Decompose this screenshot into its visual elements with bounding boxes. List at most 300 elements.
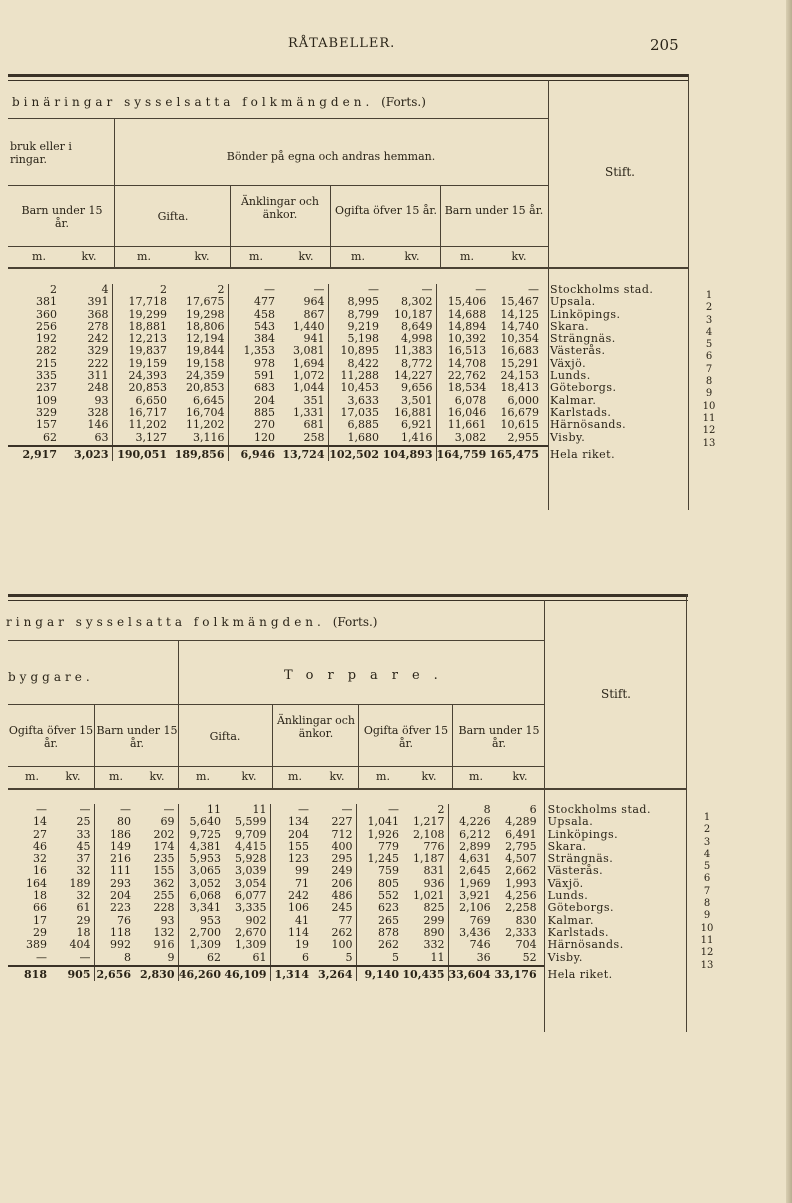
table-cell: 3,335	[235, 901, 267, 915]
table-cell: 14,894	[436, 321, 489, 333]
table-cell: 237	[36, 381, 57, 395]
table-cell: 4,289	[505, 815, 537, 829]
table-cell: 3,341	[178, 902, 224, 914]
bottom-sub-m: m.	[109, 770, 123, 783]
table-cell: 311	[87, 369, 109, 383]
table-cell: 295	[331, 852, 353, 866]
table-cell: 8,422	[328, 358, 382, 370]
row-number: 10	[702, 400, 716, 412]
table-cell: 867	[303, 307, 325, 321]
table-cell: 164	[26, 876, 47, 890]
table-cell: 6,212	[448, 829, 494, 841]
table-cell: 805	[356, 878, 402, 890]
bottom-sub-m: m.	[25, 770, 39, 783]
table-cell: 2,795	[505, 839, 537, 853]
table-cell: 1,217	[413, 815, 445, 829]
table-cell: 32	[76, 889, 91, 903]
table-cell: 189,856	[174, 447, 225, 461]
table-cell: 704	[515, 938, 537, 952]
table-cell: 262	[356, 939, 402, 951]
row-number: 6	[703, 873, 711, 885]
row-number: 12	[700, 947, 714, 959]
table-cell: 1,072	[293, 369, 325, 383]
bottom-sub-kv: kv.	[149, 770, 165, 783]
table-cell: 16,683	[500, 344, 540, 358]
top-data-table	[10, 284, 682, 461]
table-cell: 5	[345, 950, 353, 964]
top-col-header-3: Ogifta öfver 15 år.	[335, 204, 437, 217]
table-cell: 16	[33, 864, 47, 878]
stift-name: Hela riket.	[550, 447, 616, 461]
table-row	[10, 419, 682, 431]
bottom-stift-header: Stift.	[601, 687, 631, 701]
table-cell: 62	[178, 952, 224, 964]
table-cell: 890	[423, 925, 445, 939]
table-cell: 61	[76, 901, 91, 915]
table-cell: —	[328, 284, 382, 296]
table-cell: 8,302	[401, 295, 433, 309]
table-cell: 335	[36, 369, 57, 383]
row-number: 3	[705, 314, 713, 326]
stift-name: Härnösands.	[550, 418, 627, 432]
bottom-sub-m: m.	[469, 770, 483, 783]
table-cell: 8,995	[328, 296, 382, 308]
table-cell: 11,661	[436, 419, 489, 431]
table-cell: 206	[331, 876, 353, 890]
stift-name: Strängnäs.	[550, 332, 616, 346]
table-cell: 22,762	[436, 370, 489, 382]
table-cell: 14,708	[436, 358, 489, 370]
table-cell: 591	[228, 370, 278, 382]
table-cell: 155	[270, 841, 312, 853]
table-cell: 32	[76, 864, 91, 878]
stift-name: Göteborgs.	[547, 901, 615, 915]
table-cell: 99	[270, 865, 312, 877]
top-group-main: Bönder på egna och andras hemman.	[226, 150, 436, 163]
table-cell: 3,116	[193, 430, 225, 444]
row-number: 7	[703, 885, 711, 897]
table-cell: 992	[94, 939, 134, 951]
table-cell: 10,453	[328, 382, 382, 394]
stift-name: Västerås.	[547, 864, 604, 878]
table-cell: 104,893	[382, 447, 433, 461]
table-cell: 2,645	[448, 865, 494, 877]
table-cell: 293	[94, 878, 134, 890]
table-cell: 27	[33, 827, 47, 841]
table-cell: —	[79, 803, 91, 816]
table-cell: 120	[228, 432, 278, 444]
table-cell: 24,153	[500, 369, 540, 383]
table-cell: 978	[228, 358, 278, 370]
table-cell: 4,256	[505, 889, 537, 903]
stift-name: Göteborgs.	[550, 381, 617, 395]
table-row	[8, 939, 670, 951]
row-number: 1	[705, 290, 713, 301]
table-cell: 3,501	[401, 393, 433, 407]
table-cell: 18	[33, 889, 47, 903]
table-cell: 4,631	[448, 853, 494, 865]
table-cell: 5,599	[235, 815, 267, 829]
table-cell: 8,772	[401, 356, 433, 370]
table-cell: 683	[228, 382, 278, 394]
bottom-sub-kv: kv.	[241, 770, 257, 783]
table-cell: 17,675	[186, 295, 225, 309]
table-cell: 29	[33, 925, 47, 939]
table-cell: —	[79, 950, 91, 964]
table-cell: 769	[448, 915, 494, 927]
table-cell: 1,314	[270, 964, 312, 981]
page-edge	[786, 0, 792, 1203]
table-cell: 5	[356, 952, 402, 964]
top-sub-kv: kv.	[511, 250, 527, 263]
table-cell: —	[228, 284, 278, 296]
table-cell: 25	[76, 815, 91, 829]
table-cell: 6,946	[228, 444, 278, 461]
table-cell: 2	[217, 283, 225, 296]
table-cell: 11	[178, 804, 224, 816]
row-number: 9	[705, 388, 713, 400]
table-cell: 3,052	[178, 878, 224, 890]
table-cell: 10,187	[394, 307, 433, 321]
table-cell: 2	[112, 284, 170, 296]
row-number: 6	[705, 351, 713, 363]
table-cell: 1,993	[505, 876, 537, 890]
table-cell: 186	[94, 829, 134, 841]
table-cell: 6,491	[505, 827, 537, 841]
table-cell: 14,688	[436, 309, 489, 321]
stift-name: Västerås.	[550, 344, 606, 358]
table-cell: 5,198	[328, 333, 382, 345]
table-cell: 384	[228, 333, 278, 345]
row-number: 9	[703, 910, 711, 922]
table-cell: 3,065	[178, 865, 224, 877]
table-cell: 13,724	[282, 447, 325, 461]
table-cell: 389	[26, 938, 47, 952]
table-cell: 623	[356, 902, 402, 914]
table-cell: 299	[423, 913, 445, 927]
table-cell: 4,507	[505, 852, 537, 866]
table-cell: 1,969	[448, 878, 494, 890]
table-cell: 543	[228, 321, 278, 333]
table-cell: 3,633	[328, 395, 382, 407]
table-cell: 52	[522, 950, 537, 964]
table-cell: 776	[423, 839, 445, 853]
table-cell: —	[421, 283, 433, 296]
table-cell: 6	[529, 803, 537, 816]
stift-name: Linköpings.	[550, 307, 621, 321]
table-cell: 227	[331, 815, 353, 829]
table-cell: 916	[153, 938, 175, 952]
table-cell: 8,799	[328, 309, 382, 321]
bottom-row-numbers	[700, 812, 714, 972]
table-cell: 32	[33, 852, 47, 866]
bottom-col-header-5: Barn under 15 år.	[458, 724, 540, 750]
top-sub-kv: kv.	[194, 250, 210, 263]
table-cell: 235	[153, 852, 175, 866]
table-cell: 6,068	[178, 890, 224, 902]
bottom-caption: ringar sysselsatta folkmängden. (Forts.)	[6, 615, 378, 629]
top-col-header-4: Barn under 15 år.	[444, 204, 544, 217]
table-cell: 17	[33, 913, 47, 927]
stift-name: Härnösands.	[547, 938, 624, 952]
table-cell: 63	[94, 430, 109, 444]
table-cell: —	[94, 804, 134, 816]
table-cell: 5,928	[235, 852, 267, 866]
table-cell: 204	[270, 829, 312, 841]
bottom-group-left: byggare.	[8, 670, 94, 684]
table-cell: 2,670	[235, 925, 267, 939]
table-cell: 878	[356, 927, 402, 939]
table-cell: 1,331	[293, 405, 325, 419]
table-cell: 114	[270, 927, 312, 939]
table-cell: 3,264	[318, 967, 353, 981]
table-cell: 3,023	[74, 447, 109, 461]
table-cell: 33	[76, 827, 91, 841]
table-cell: 8,649	[401, 319, 433, 333]
table-cell: 14	[33, 815, 47, 829]
table-cell: 2,955	[507, 430, 540, 444]
bottom-group-main: Torpare.	[284, 668, 452, 683]
table-cell: 19,158	[186, 356, 225, 370]
table-cell: 400	[331, 839, 353, 853]
page-number: 205	[650, 36, 679, 54]
stift-name: Karlstads.	[550, 405, 612, 419]
table-cell: 256	[36, 319, 57, 333]
top-rule-thick	[8, 74, 688, 77]
table-cell: 102,502	[328, 444, 382, 461]
table-cell: 11,202	[186, 418, 225, 432]
table-cell: 362	[153, 876, 175, 890]
stift-name: Stockholms stad.	[550, 283, 654, 296]
table-cell: 902	[245, 913, 267, 927]
table-cell: 11,383	[394, 344, 433, 358]
table-row	[10, 345, 682, 357]
table-cell: 1,041	[356, 816, 402, 828]
table-cell: 80	[94, 816, 134, 828]
table-cell: 118	[94, 927, 134, 939]
row-number: 3	[703, 836, 711, 848]
stift-name: Växjö.	[547, 876, 584, 890]
table-cell: 278	[87, 319, 109, 333]
table-cell: 69	[160, 815, 175, 829]
table-cell: 12,194	[186, 332, 225, 346]
table-cell: 18,806	[186, 319, 225, 333]
stift-name: Upsala.	[550, 295, 596, 309]
table-cell: 2,106	[448, 902, 494, 914]
table-cell: 36	[448, 952, 494, 964]
table-cell: 779	[356, 841, 402, 853]
table-cell: 33,604	[448, 964, 494, 981]
top-sub-kv: kv.	[404, 250, 420, 263]
running-head-title: RÅTABELLER.	[288, 36, 396, 51]
table-cell: 9,140	[356, 964, 402, 981]
stift-name: Lunds.	[550, 369, 591, 383]
table-cell: 19,844	[186, 344, 225, 358]
table-cell: 6,921	[401, 418, 433, 432]
table-cell: 1,309	[178, 939, 224, 951]
table-cell: 106	[270, 902, 312, 914]
row-number: 2	[703, 824, 711, 836]
table-cell: 18,881	[112, 321, 170, 333]
table-cell: 3,436	[448, 927, 494, 939]
top-caption: binäringar sysselsatta folkmängden. (Forts.)	[12, 95, 426, 109]
table-row	[8, 952, 670, 964]
table-cell: 192	[36, 332, 57, 346]
table-cell: 19,299	[112, 309, 170, 321]
table-cell: 222	[87, 356, 109, 370]
table-cell: 228	[153, 901, 175, 915]
table-cell: 329	[36, 405, 57, 419]
table-cell: —	[36, 950, 47, 964]
top-sub-m: m.	[351, 250, 365, 263]
table-cell: 149	[94, 841, 134, 853]
table-cell: 1,416	[401, 430, 433, 444]
table-cell: 93	[160, 913, 175, 927]
table-cell: 15,291	[500, 356, 540, 370]
table-cell: 245	[331, 901, 353, 915]
table-cell: 4,415	[235, 839, 267, 853]
table-cell: 10,392	[436, 333, 489, 345]
table-cell: 3,082	[436, 432, 489, 444]
bottom-sub-m: m.	[376, 770, 390, 783]
table-cell: 885	[228, 407, 278, 419]
table-cell: 9,725	[178, 829, 224, 841]
bottom-col-header-2: Gifta.	[209, 730, 241, 743]
table-cell: 16,046	[436, 407, 489, 419]
bottom-rule-thick	[8, 594, 688, 597]
table-cell: 165,475	[489, 447, 540, 461]
table-row	[10, 382, 682, 394]
table-cell: 9	[167, 950, 175, 964]
table-cell: 248	[87, 381, 109, 395]
row-number: 13	[702, 437, 716, 449]
stift-name: Växjö.	[550, 356, 587, 370]
table-cell: 20,853	[112, 382, 170, 394]
stift-name: Hela riket.	[547, 967, 613, 981]
table-cell: 242	[270, 890, 312, 902]
table-cell: 216	[94, 853, 134, 865]
table-cell: 19	[270, 939, 312, 951]
table-cell: 14,740	[500, 319, 540, 333]
table-cell: 6,650	[112, 395, 170, 407]
table-cell: 109	[36, 393, 57, 407]
table-cell: 2	[50, 283, 57, 296]
table-cell: 16,679	[500, 405, 540, 419]
table-cell: 9,219	[328, 321, 382, 333]
table-cell: 29	[76, 913, 91, 927]
row-number: 4	[705, 326, 713, 338]
stift-name: Kalmar.	[547, 913, 594, 927]
top-col-header-2: Änklingar och änkor.	[240, 195, 320, 221]
table-cell: 20,853	[186, 381, 225, 395]
table-cell: 4,381	[178, 841, 224, 853]
table-cell: 157	[36, 418, 57, 432]
row-number: 5	[705, 339, 713, 351]
top-sub-m: m.	[249, 250, 263, 263]
table-cell: 204	[228, 395, 278, 407]
bottom-sub-kv: kv.	[65, 770, 81, 783]
table-cell: 14,125	[500, 307, 540, 321]
table-cell: 19,159	[112, 358, 170, 370]
top-stift-header: Stift.	[605, 165, 635, 179]
table-cell: 1,926	[356, 829, 402, 841]
bottom-sub-kv: kv.	[512, 770, 528, 783]
table-cell: 10,354	[500, 332, 540, 346]
table-cell: 4	[101, 283, 109, 296]
table-cell: 4,226	[448, 816, 494, 828]
table-cell: —	[356, 804, 402, 816]
table-cell: 8	[448, 804, 494, 816]
table-cell: 242	[87, 332, 109, 346]
table-cell: 3,081	[293, 344, 325, 358]
bottom-col-header-1: Barn under 15 år.	[96, 724, 178, 750]
table-cell: 45	[76, 839, 91, 853]
table-cell: 6,000	[507, 393, 540, 407]
table-cell: 712	[331, 827, 353, 841]
table-cell: 76	[94, 915, 134, 927]
stift-name: Stockholms stad.	[547, 803, 651, 816]
table-cell: 1,309	[235, 938, 267, 952]
table-cell: 2,333	[505, 925, 537, 939]
table-cell: 15,467	[500, 295, 540, 309]
table-cell: 2,899	[448, 841, 494, 853]
table-cell: —	[341, 803, 353, 816]
table-cell: 111	[94, 865, 134, 877]
table-cell: 831	[423, 864, 445, 878]
table-cell: 328	[87, 405, 109, 419]
stift-name: Strängnäs.	[547, 852, 614, 866]
table-cell: 458	[228, 309, 278, 321]
table-cell: 24,359	[186, 369, 225, 383]
table-cell: 270	[228, 419, 278, 431]
table-cell: 255	[153, 889, 175, 903]
table-cell: 11	[252, 803, 267, 816]
stift-name: Visby.	[550, 430, 586, 444]
table-cell: 391	[87, 295, 109, 309]
table-cell: 24,393	[112, 370, 170, 382]
table-cell: 155	[153, 864, 175, 878]
table-cell: 6,645	[193, 393, 225, 407]
table-cell: 100	[331, 938, 353, 952]
row-number: 12	[702, 425, 716, 437]
row-number: 13	[700, 959, 714, 971]
stift-name: Skara.	[547, 839, 587, 853]
table-row	[10, 432, 682, 444]
row-number: 11	[702, 412, 716, 424]
table-cell: 10,615	[500, 418, 540, 432]
table-cell: 941	[303, 332, 325, 346]
table-cell: 202	[153, 827, 175, 841]
table-cell: 174	[153, 839, 175, 853]
table-cell: 204	[94, 890, 134, 902]
top-sub-m: m.	[460, 250, 474, 263]
table-cell: 964	[303, 295, 325, 309]
table-cell: 249	[331, 864, 353, 878]
bottom-col-header-3: Änklingar och änkor.	[276, 714, 356, 740]
table-cell: 46,109	[224, 967, 267, 981]
top-sub-kv: kv.	[298, 250, 314, 263]
table-cell: —	[36, 803, 47, 816]
row-number: 11	[700, 934, 714, 946]
table-cell: 9,709	[235, 827, 267, 841]
top-group-left: bruk eller i ringar.	[10, 140, 72, 166]
table-cell: 1,044	[293, 381, 325, 395]
table-cell: 360	[36, 307, 57, 321]
table-cell: 1,440	[293, 319, 325, 333]
top-sub-m: m.	[137, 250, 151, 263]
table-cell: 37	[76, 852, 91, 866]
table-cell: 146	[87, 418, 109, 432]
